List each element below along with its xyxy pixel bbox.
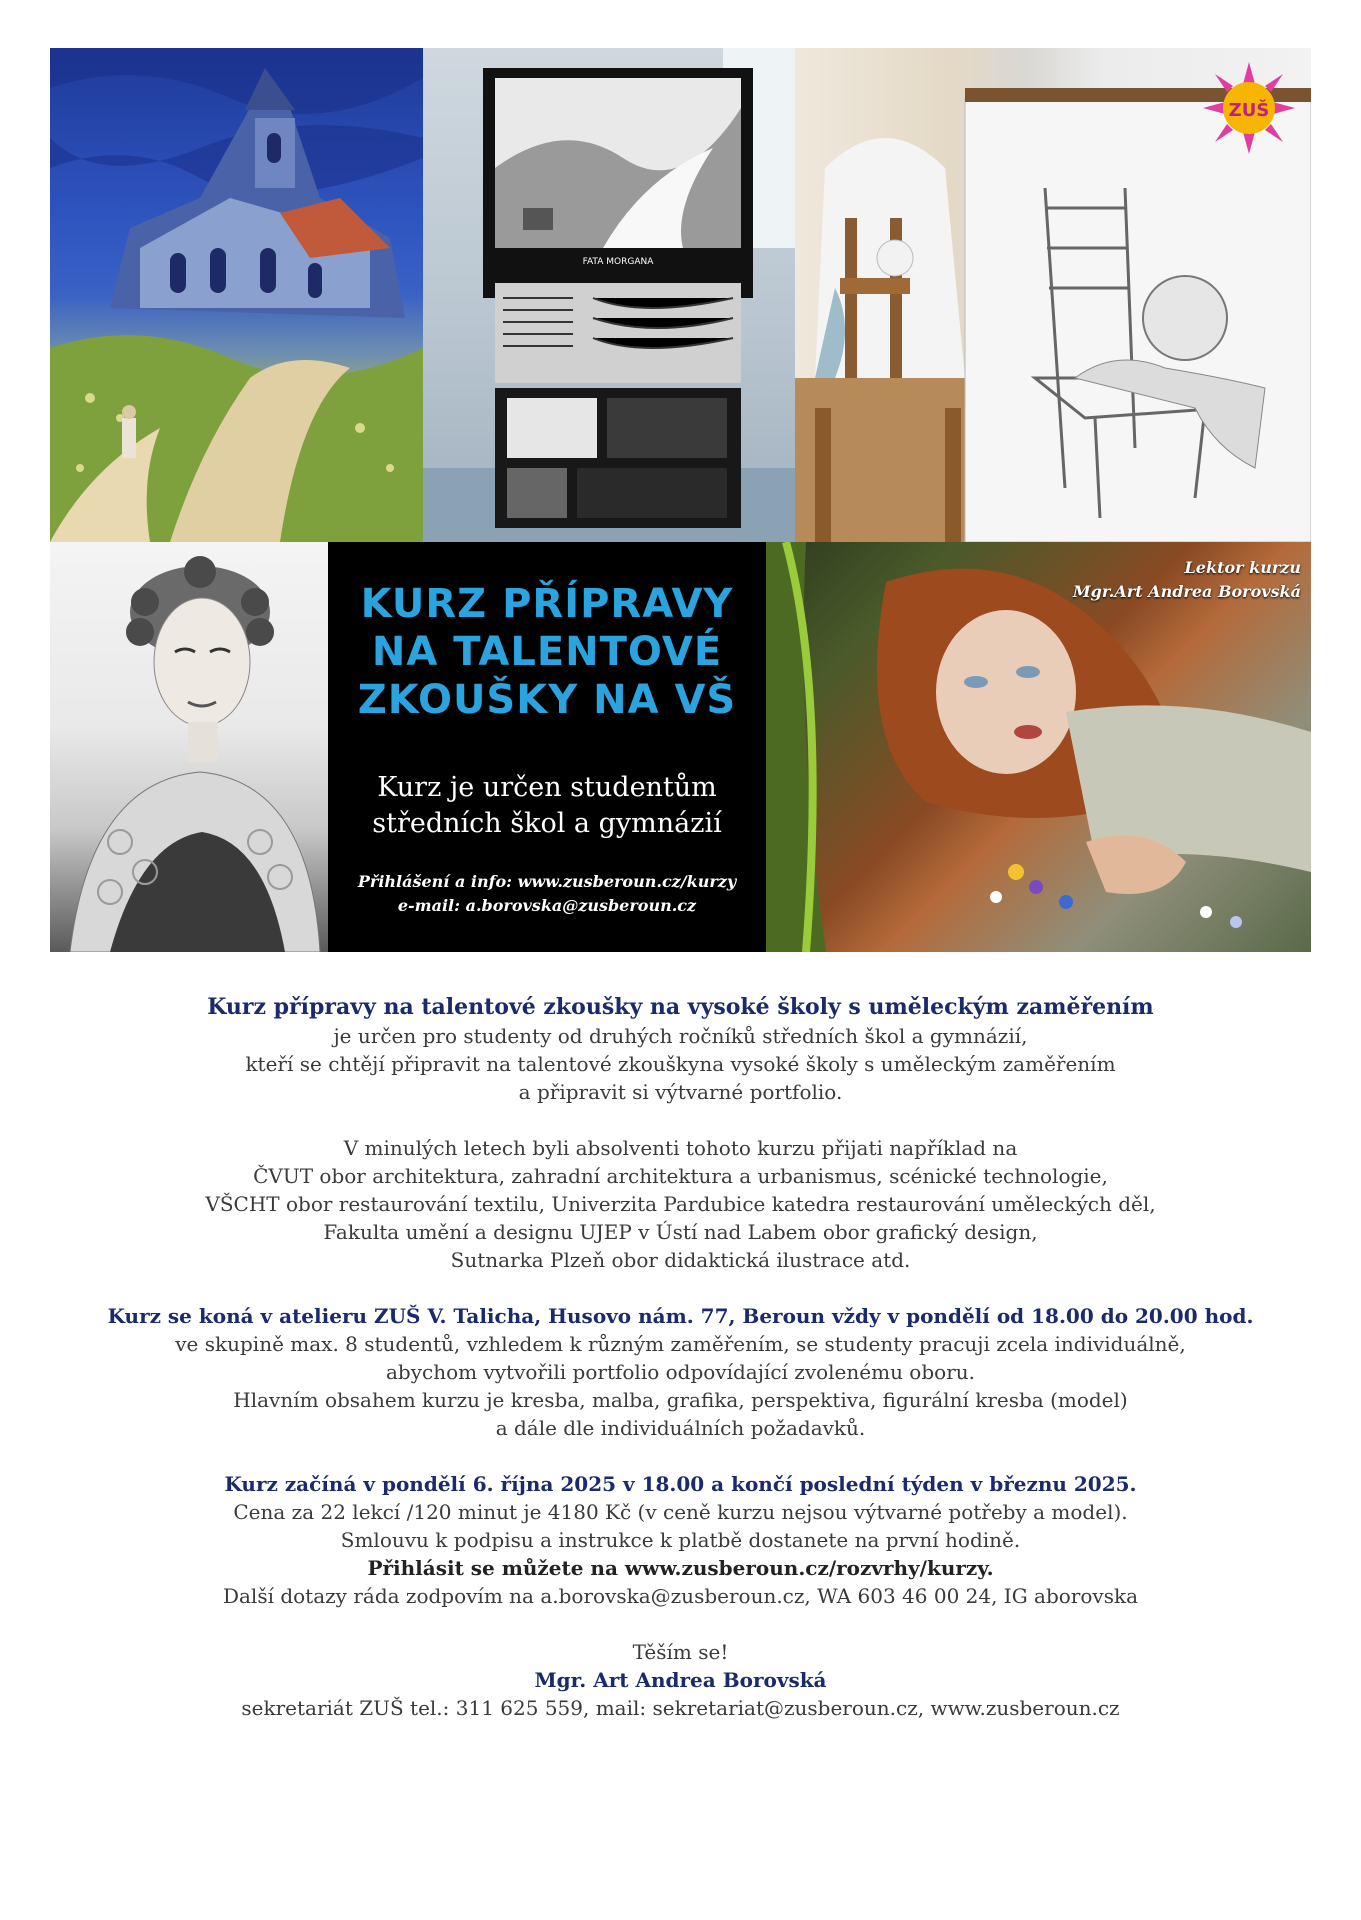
alumni-line: Fakulta umění a designu UJEP v Ústí nad Labem obor grafický design,	[323, 1220, 1038, 1244]
location-heading: Kurz se koná v atelieru ZUŠ V. Talicha, Husovo nám. 77, Beroun vždy v pondělí od 18.00 do 20.00 hod.	[107, 1304, 1254, 1328]
signup-line: Přihlásit se můžete na www.zusberoun.cz/rozvrhy/kurzy.	[367, 1556, 994, 1580]
location-line: Hlavním obsahem kurzu je kresba, malba, grafika, perspektiva, figurální kresba (model)	[233, 1388, 1128, 1412]
secretariat-contact: sekretariát ZUŠ tel.: 311 625 559, mail: sekretariat@zusberoun.cz, www.zusberoun.cz	[241, 1696, 1120, 1720]
location-line: abychom vytvořili portfolio odpovídající zvolenému oboru.	[385, 1360, 975, 1384]
course-title-line: KURZ PŘÍPRAVY	[360, 581, 734, 627]
schedule-heading: Kurz začíná v pondělí 6. října 2025 v 18.00 a končí poslední týden v březnu 2025.	[224, 1472, 1137, 1496]
course-subtitle	[328, 770, 766, 842]
exhibition-panel-image	[423, 48, 795, 542]
course-subtitle-line: středních škol a gymnázií	[372, 808, 722, 839]
panel-label: FATA MORGANA	[582, 257, 654, 267]
course-title-box	[328, 542, 766, 952]
logo-text: ZUŠ	[1228, 100, 1270, 121]
course-title-line: ZKOUŠKY NA VŠ	[357, 677, 737, 723]
course-title	[328, 580, 766, 724]
intro-line: kteří se chtějí připravit na talentové zkouškyna vysoké školy s uměleckým zaměřením	[245, 1052, 1116, 1076]
questions-line: Další dotazy ráda zodpovím na a.borovska@zusberoun.cz, WA 603 46 00 24, IG aborovska	[222, 1584, 1139, 1608]
location-line: ve skupině max. 8 studentů, vzhledem k různým zaměřením, se studenty pracuji zcela individuálně,	[175, 1332, 1186, 1356]
portrait-drawing-image	[50, 542, 328, 952]
still-life-drawing-image	[795, 48, 1311, 542]
lector-name: Mgr.Art Andrea Borovská	[1072, 582, 1301, 601]
price-line: Cena za 22 lekcí /120 minut je 4180 Kč (v ceně kurzu nejsou výtvarné potřeby a model).	[233, 1500, 1128, 1524]
intro-line: a připravit si výtvarné portfolio.	[518, 1080, 843, 1104]
alumni-line: VŠCHT obor restaurování textilu, Univerzita Pardubice katedra restaurování uměleckých děl,	[205, 1192, 1156, 1216]
alumni-line: Sutnarka Plzeň obor didaktická ilustrace atd.	[450, 1248, 911, 1272]
ophelia-painting-image	[766, 542, 1311, 952]
alumni-line: ČVUT obor architektura, zahradní architektura a urbanismus, scénické technologie,	[253, 1164, 1108, 1188]
photo-collage	[50, 48, 1311, 952]
greeting: Těším se!	[632, 1640, 729, 1664]
alumni-line: V minulých letech byli absolventi tohoto kurzu přijati například na	[343, 1136, 1018, 1160]
zus-sun-logo-icon	[1203, 62, 1295, 154]
lector-caption	[1073, 556, 1301, 604]
location-line: a dále dle individuálních požadavků.	[495, 1416, 866, 1440]
course-contact	[328, 870, 766, 918]
email-info-line: e-mail: a.borovska@zusberoun.cz	[397, 896, 697, 915]
signup-info-line: Přihlášení a info: www.zusberoun.cz/kurzy	[357, 872, 737, 891]
intro-heading: Kurz přípravy na talentové zkoušky na vysoké školy s uměleckým zaměřením	[207, 994, 1154, 1020]
intro-line: je určen pro studenty od druhých ročníků středních škol a gymnázií,	[333, 1024, 1028, 1048]
course-description	[40, 992, 1321, 1722]
course-subtitle-line: Kurz je určen studentům	[377, 772, 717, 803]
church-painting-image	[50, 48, 423, 542]
lector-label: Lektor kurzu	[1184, 558, 1301, 577]
contract-line: Smlouvu k podpisu a instrukce k platbě dostanete na první hodině.	[340, 1528, 1021, 1552]
signature: Mgr. Art Andrea Borovská	[534, 1668, 827, 1692]
course-title-line: NA TALENTOVÉ	[371, 629, 723, 675]
